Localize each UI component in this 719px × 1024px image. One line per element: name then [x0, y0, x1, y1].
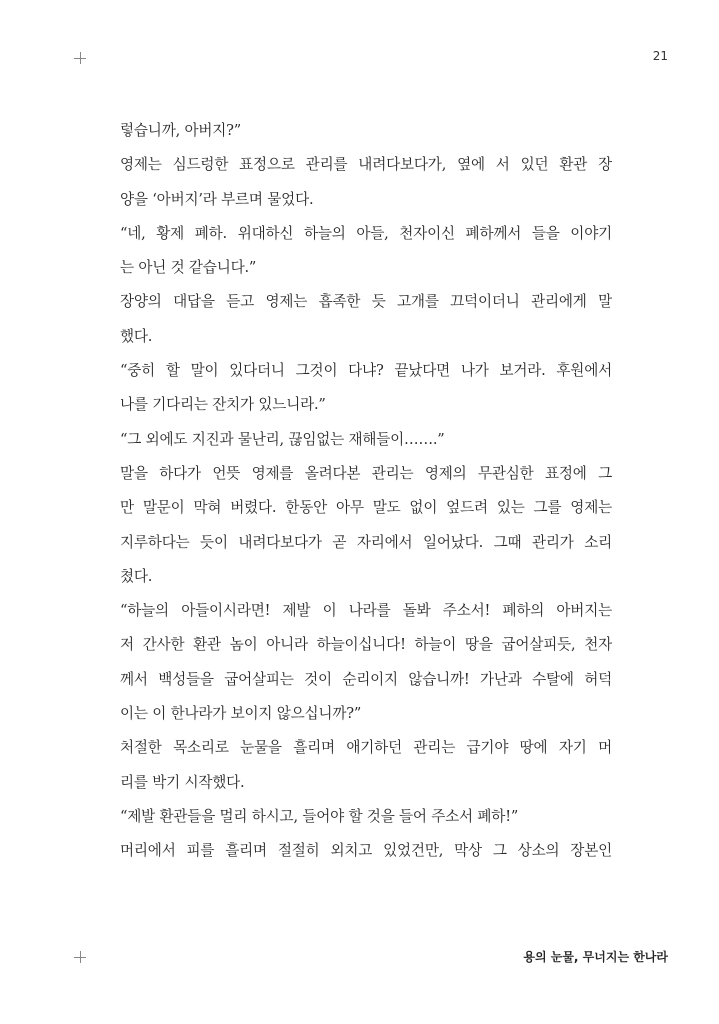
text-line: “네, 황제 폐하. 위대하신 하늘의 아들, 천자이신 폐하께서 들을 이야기 — [120, 224, 612, 242]
text-line: 처절한 목소리로 눈물을 흘리며 애기하던 관리는 급기야 땅에 자기 머 — [120, 739, 612, 757]
text-line: 저 간사한 환관 놈이 아니라 하늘이십니다! 하늘이 땅을 굽어살피듯, 천자 — [120, 636, 612, 654]
text-line: “제발 환관들을 멀리 하시고, 들어야 할 것을 들어 주소서 폐하!” — [120, 807, 519, 825]
text-line: 렇습니까, 아버지?” — [120, 122, 242, 139]
text-line: 이는 이 한나라가 보이지 않으십니까?” — [120, 705, 362, 723]
text-line: 장양의 대답을 듣고 영제는 흡족한 듯 고개를 끄덕이더니 관리에게 말 — [120, 293, 612, 311]
text-line: 지루하다는 듯이 내려다보다가 곧 자리에서 일어났다. 그때 관리가 소리 — [120, 533, 612, 551]
text-line: 영제는 심드렁한 표정으로 관리를 내려다보다가, 옆에 서 있던 환관 장 — [120, 156, 612, 174]
text-line: 양을 ‘아버지’라 부르며 물었다. — [120, 190, 314, 208]
text-line: 리를 박기 시작했다. — [120, 773, 245, 791]
text-line: 나를 기다리는 잔치가 있느니라.” — [120, 396, 326, 414]
running-footer-title: 용의 눈물, 무너지는 한나라 — [523, 950, 668, 964]
page-number: 21 — [652, 49, 668, 63]
text-line: 말을 하다가 언뜻 영제를 올려다본 관리는 영제의 무관심한 표정에 그 — [120, 464, 612, 482]
text-line: “그 외에도 지진과 물난리, 끊임없는 재해들이…….” — [120, 430, 445, 448]
text-line: 했다. — [120, 327, 153, 345]
body-text — [120, 114, 612, 869]
text-line: “하늘의 아들이시라면! 제발 이 나라를 돌봐 주소서! 폐하의 아버지는 — [120, 602, 612, 620]
crop-mark-bottom — [74, 951, 86, 963]
text-line: “중히 할 말이 있다더니 그것이 다냐? 끝났다면 나가 보거라. 후원에서 — [120, 362, 612, 380]
text-line: 만 말문이 막혀 버렸다. 한동안 아무 말도 없이 엎드려 있는 그를 영제는 — [120, 499, 612, 517]
crop-mark-top — [74, 52, 86, 64]
text-line: 쳤다. — [120, 567, 153, 585]
text-line: 는 아닌 것 같습니다.” — [120, 259, 257, 277]
text-line: 께서 백성들을 굽어살피는 것이 순리이지 않습니까! 가난과 수탈에 허덕 — [120, 670, 612, 688]
text-line: 머리에서 피를 흘리며 절절히 외치고 있었건만, 막상 그 상소의 장본인 — [120, 842, 612, 860]
